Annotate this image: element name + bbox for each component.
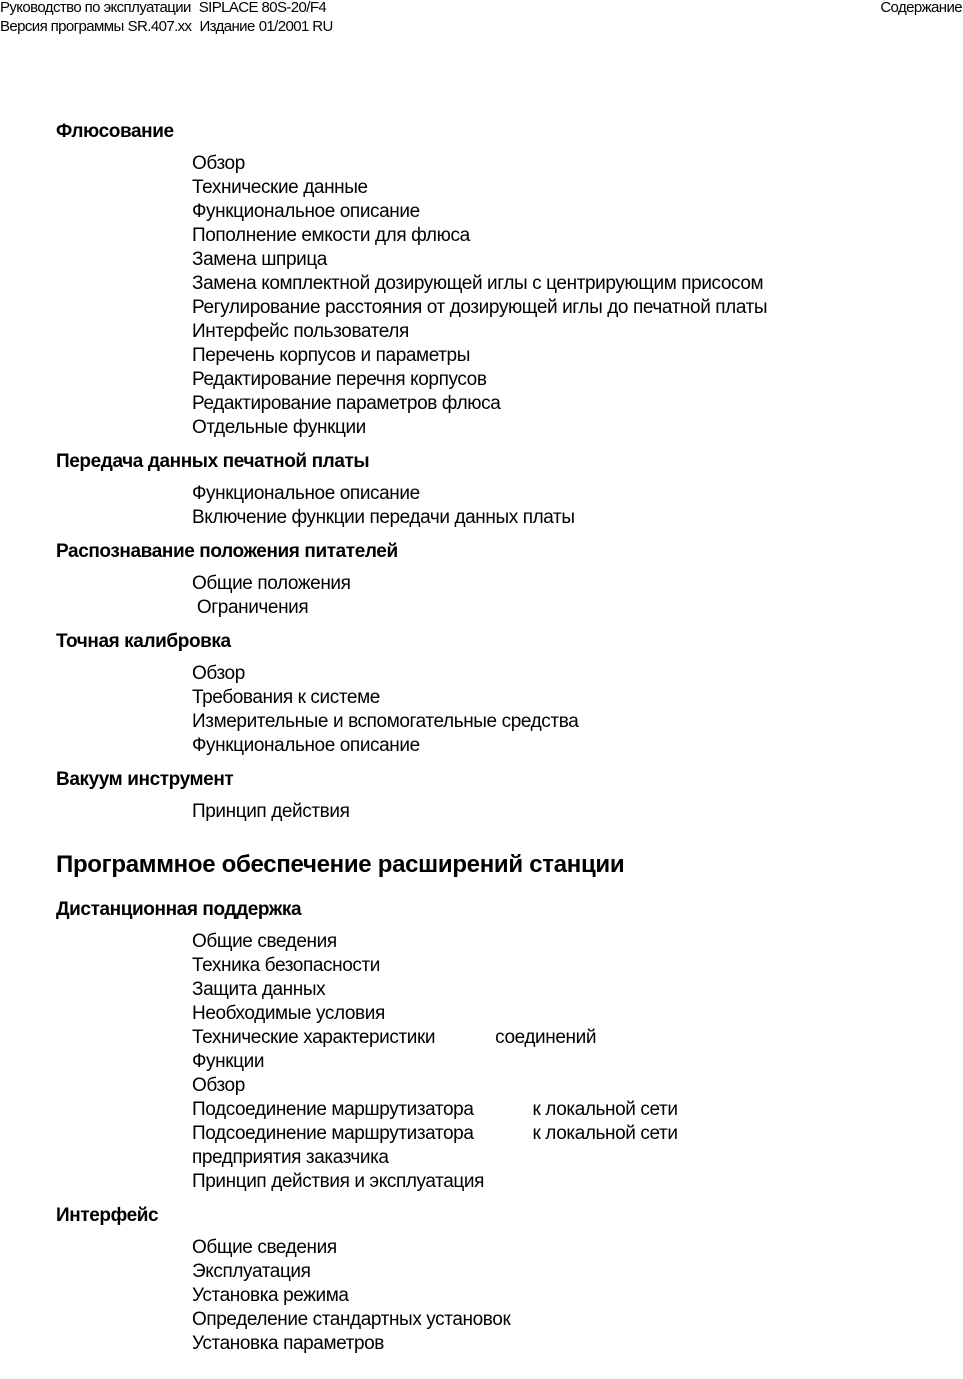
header-version-line <box>0 17 333 36</box>
toc-entry-tail: соединений <box>495 1027 597 1048</box>
product-name: SIPLACE 80S-20/F4 <box>198 0 327 16</box>
toc-entry-text: Общие сведения <box>192 1237 337 1258</box>
toc-entry-text: Принцип действия и эксплуатация <box>192 1171 484 1192</box>
toc-entry-text: предприятия заказчика <box>192 1147 389 1168</box>
toc-entry[interactable]: Редактирование параметров флюса <box>192 393 501 414</box>
edition-value: 01/2001 RU <box>258 18 333 35</box>
toc-entry[interactable] <box>192 1260 936 1284</box>
toc-entry[interactable]: Общие положения <box>192 573 351 594</box>
toc-entry-text: Необходимые условия <box>192 1003 385 1024</box>
toc-entry-text: Подсоединение маршрутизатора <box>192 1099 474 1120</box>
toc-section <box>56 120 936 440</box>
toc-entry[interactable] <box>192 1236 936 1260</box>
toc-section-title[interactable]: Передача данных печатной платы <box>56 451 370 472</box>
toc-section-title[interactable]: Флюсование <box>56 121 174 142</box>
toc-entry-text: Определение стандартных установок <box>192 1309 511 1330</box>
toc-entry-text: Установка режима <box>192 1285 349 1306</box>
page-section-title: Содержание <box>880 0 962 16</box>
toc-entry[interactable]: Измерительные и вспомогательные средства <box>192 711 579 732</box>
toc-entry-text: Функции <box>192 1051 265 1072</box>
header-manual-line <box>0 0 326 17</box>
toc-entry[interactable]: Включение функции передачи данных платы <box>192 507 575 528</box>
toc-chapter-title[interactable]: Программное обеспечение расширений станции <box>56 851 625 878</box>
toc-entry[interactable] <box>192 978 936 1002</box>
toc-entry[interactable]: Интерфейс пользователя <box>192 321 409 342</box>
toc-entry[interactable]: Пополнение емкости для флюса <box>192 225 470 246</box>
toc-section <box>56 540 936 620</box>
toc-entry[interactable]: Замена комплектной дозирующей иглы с центрирующим присосом <box>192 273 764 294</box>
toc-entry-text: Эксплуатация <box>192 1261 311 1282</box>
toc-entry[interactable]: Обзор <box>192 663 245 684</box>
toc-entry[interactable]: Функциональное описание <box>192 735 420 756</box>
toc-entry[interactable] <box>192 1122 936 1146</box>
toc-entry-text: Техника безопасности <box>192 955 380 976</box>
toc-section-title[interactable]: Точная калибровка <box>56 631 231 652</box>
toc-entry[interactable] <box>192 1026 936 1050</box>
toc-entry[interactable] <box>192 1098 936 1122</box>
toc-entry[interactable] <box>192 1308 936 1332</box>
toc-entry-text: Общие сведения <box>192 931 337 952</box>
toc-entry[interactable] <box>192 1050 936 1074</box>
table-of-contents <box>56 120 936 1366</box>
toc-section <box>56 898 936 1194</box>
toc-entry[interactable]: Перечень корпусов и параметры <box>192 345 470 366</box>
toc-entry[interactable] <box>192 1074 936 1098</box>
toc-entry[interactable]: Регулирование расстояния от дозирующей иглы до печатной платы <box>192 297 768 318</box>
toc-entry[interactable]: Принцип действия <box>192 801 350 822</box>
edition-label: Издание <box>199 18 255 35</box>
toc-section <box>56 450 936 530</box>
toc-section-title[interactable]: Интерфейс <box>56 1205 159 1226</box>
toc-entry[interactable]: Редактирование перечня корпусов <box>192 369 487 390</box>
toc-entry[interactable]: Замена шприца <box>192 249 327 270</box>
toc-entry[interactable]: Ограничения <box>192 597 309 618</box>
toc-entry[interactable] <box>192 930 936 954</box>
toc-section <box>56 768 936 824</box>
toc-entry[interactable] <box>192 1284 936 1308</box>
toc-entry[interactable]: Функциональное описание <box>192 483 420 504</box>
toc-section <box>56 1204 936 1356</box>
toc-entry[interactable]: Обзор <box>192 153 245 174</box>
toc-entry-text: Обзор <box>192 1075 245 1096</box>
toc-section <box>56 630 936 758</box>
toc-entry-text: Подсоединение маршрутизатора <box>192 1123 474 1144</box>
toc-entry-tail: к локальной сети <box>532 1123 678 1144</box>
version-value: SR.407.xx <box>127 18 192 35</box>
toc-section-title[interactable]: Распознавание положения питателей <box>56 541 398 562</box>
toc-entry[interactable] <box>192 1002 936 1026</box>
toc-section-title[interactable]: Дистанционная поддержка <box>56 899 302 920</box>
toc-entry[interactable] <box>192 954 936 978</box>
toc-entry[interactable] <box>192 1146 936 1170</box>
toc-entry[interactable]: Технические данные <box>192 177 368 198</box>
toc-entry[interactable]: Функциональное описание <box>192 201 420 222</box>
toc-entry[interactable]: Требования к системе <box>192 687 380 708</box>
toc-section-title[interactable]: Вакуум инструмент <box>56 769 234 790</box>
version-label: Версия программы <box>0 18 124 35</box>
toc-entry[interactable] <box>192 1332 936 1356</box>
toc-entry[interactable]: Отдельные функции <box>192 417 366 438</box>
toc-entry-text: Защита данных <box>192 979 326 1000</box>
toc-entry-text: Технические характеристики <box>192 1027 436 1048</box>
toc-entry-text: Установка параметров <box>192 1333 385 1354</box>
toc-entry[interactable] <box>192 1170 936 1194</box>
toc-entry-tail: к локальной сети <box>532 1099 678 1120</box>
manual-title: Руководство по эксплуатации <box>0 0 191 16</box>
